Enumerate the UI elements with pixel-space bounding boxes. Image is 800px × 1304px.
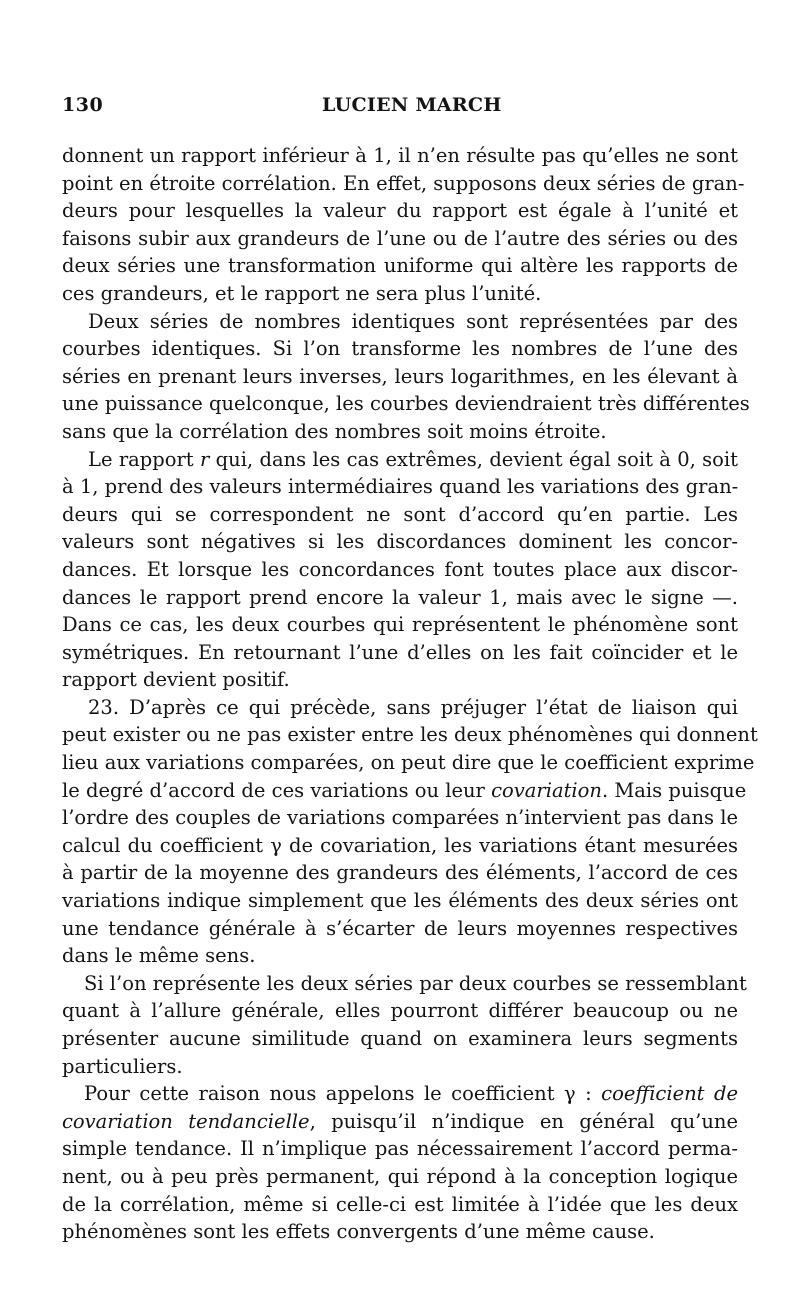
page-number: 130 xyxy=(62,94,104,116)
text-line-16: dances. Et lorsque les concordances font toutes place aux discor- xyxy=(62,557,738,581)
text-line-2: point en étroite corrélation. En effet, supposons deux séries de gran- xyxy=(62,171,745,195)
text-line-27: à partir de la moyenne des grandeurs des éléments, l’accord de ces xyxy=(62,861,738,885)
text-line-23: lieu aux variations comparées, on peut dire que le coefficient exprime xyxy=(62,751,755,775)
text-line-11: sans que la corrélation des nombres soit moins étroite. xyxy=(62,419,607,443)
text-line-12-rest: qui, dans les cas extrêmes, devient égal soit à 0, soit xyxy=(209,447,738,471)
text-line-38: nent, ou à peu près permanent, qui répond à la conception logique xyxy=(62,1164,738,1188)
text-line-22: peut exister ou ne pas exister entre les deux phénomènes qui donnent xyxy=(62,723,758,747)
text-line-34: particuliers. xyxy=(62,1054,183,1078)
text-line-36-rest: , puisqu’il n’indique en général qu’une xyxy=(309,1109,738,1133)
text-line-9: séries en prenant leurs inverses, leurs logarithmes, en les élevant à xyxy=(62,364,738,388)
text-line-15: valeurs sont négatives si les discordances dominent les concor- xyxy=(62,530,738,554)
text-line-39: de la corrélation, même si celle-ci est limitée à l’idée que les deux xyxy=(62,1192,738,1216)
text-line-24-rest: . Mais puisque xyxy=(601,778,747,802)
text-line-3: deurs pour lesquelles la valeur du rapport est égale à l’unité et xyxy=(62,199,738,223)
text-line-33: présenter aucune similitude quand on examinera leurs segments xyxy=(62,1027,738,1050)
covariation-term: covariation xyxy=(491,778,602,802)
text-line-6: ces grandeurs, et le rapport ne sera plus l’unité. xyxy=(62,281,542,305)
r-symbol: r xyxy=(199,447,210,471)
text-line-26: calcul du coefficient γ de covariation, les variations étant mesurées xyxy=(62,833,738,857)
text-line-13: à 1, prend des valeurs intermédiaires quand les variations des gran- xyxy=(62,475,739,499)
text-line-7: Deux séries de nombres identiques sont représentées par des xyxy=(88,309,738,333)
text-line-28: variations indique simplement que les éléments des deux séries ont xyxy=(62,889,738,913)
text-line-24-lead: le degré d’accord de ces variations ou leur xyxy=(62,778,492,802)
text-line-31: Si l’on représente les deux séries par deux courbes se ressemblant xyxy=(84,971,747,995)
text-line-21: 23. D’après ce qui précède, sans préjuger l’état de liaison qui xyxy=(88,695,738,719)
text-line-35-lead: Pour cette raison nous appelons le coefficient γ : xyxy=(84,1082,602,1106)
text-line-4: faisons subir aux grandeurs de l’une ou de l’autre des séries ou des xyxy=(62,226,738,250)
text-line-18: Dans ce cas, les deux courbes qui représentent le phénomène sont xyxy=(62,613,738,637)
text-line-36 xyxy=(62,1108,738,1136)
text-line-20: rapport devient positif. xyxy=(62,668,290,692)
running-head xyxy=(62,94,738,118)
text-line-12 xyxy=(62,446,738,474)
text-line-32: quant à l’allure générale, elles pourront différer beaucoup ou ne xyxy=(62,999,738,1023)
running-head-author: LUCIEN MARCH xyxy=(322,94,502,116)
text-line-29: une tendance générale à s’écarter de leurs moyennes respectives xyxy=(62,916,738,940)
text-line-10: une puissance quelconque, les courbes deviendraient très différentes xyxy=(62,392,750,416)
text-line-37: simple tendance. Il n’implique pas nécessairement l’accord perma- xyxy=(62,1137,738,1161)
text-line-12-lead: Le rapport xyxy=(88,447,200,471)
text-line-30: dans le même sens. xyxy=(62,944,256,968)
text-line-25: l’ordre des couples de variations comparées n’intervient pas dans le xyxy=(62,806,739,830)
text-line-8: courbes identiques. Si l’on transforme les nombres de l’une des xyxy=(62,337,738,361)
text-line-19: symétriques. En retournant l’une d’elles on les fait coïncider et le xyxy=(62,640,738,664)
text-line-17: dances le rapport prend encore la valeur 1, mais avec le signe —. xyxy=(62,585,738,609)
text-line-14: deurs qui se correspondent ne sont d’accord qu’en partie. Les xyxy=(62,502,738,526)
covariation-tendancielle-term: covariation tendancielle xyxy=(62,1109,310,1133)
coefficient-term: coefficient de xyxy=(601,1082,738,1106)
text-line-5: deux séries une transformation uniforme qui altère les rapports de xyxy=(62,254,738,278)
text-line-24 xyxy=(62,777,747,805)
text-line-40: phénomènes sont les effets convergents d’une même cause. xyxy=(62,1220,655,1244)
text-line-1: donnent un rapport inférieur à 1, il n’en résulte pas qu’elles ne sont xyxy=(62,144,738,167)
body-text xyxy=(62,142,758,1246)
text-line-35 xyxy=(62,1080,738,1108)
